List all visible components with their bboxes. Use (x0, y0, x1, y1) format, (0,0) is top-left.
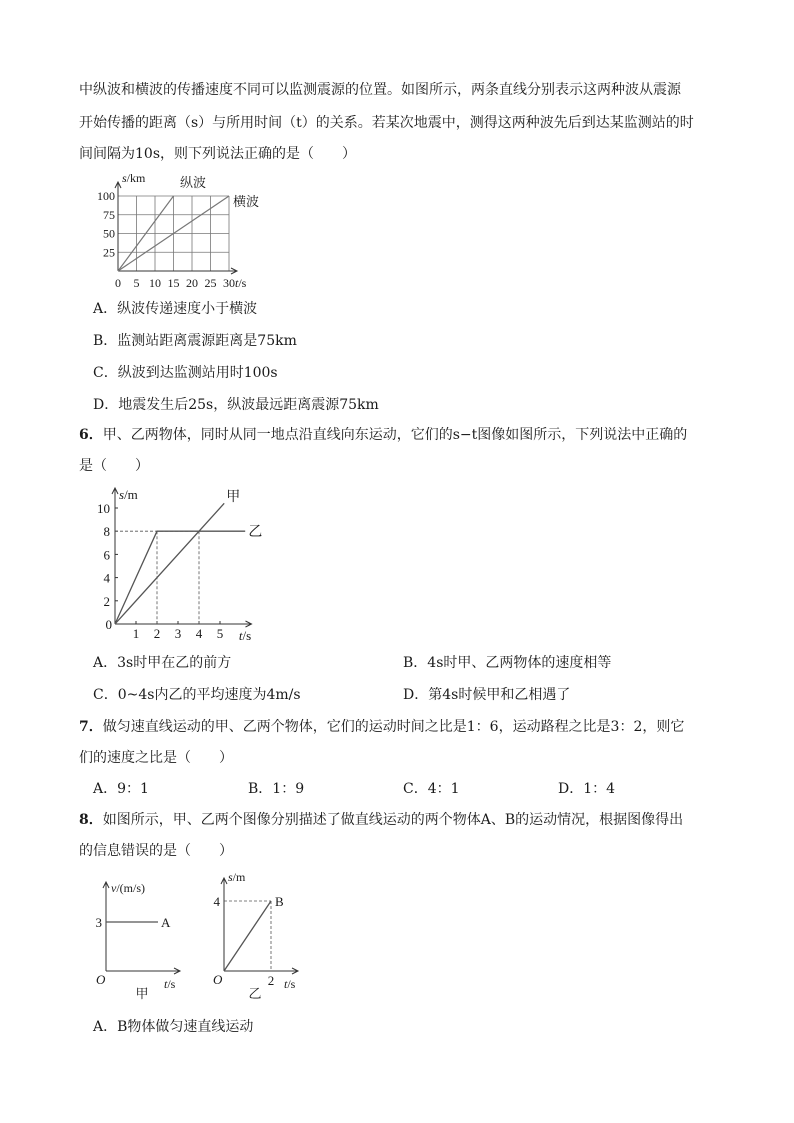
origin-label: O (96, 972, 106, 987)
series-label-longitudinal: 纵波 (180, 175, 207, 190)
seismic-wave-st-chart (90, 168, 290, 288)
q6-stem-text: 甲、乙两物体，同时从同一地点沿直线向东运动，它们的s−t图像如图所示，下列说法中正确的 (102, 427, 688, 443)
chart-caption-yi: 乙 (248, 986, 262, 1001)
q7-option-c[interactable]: C．4：1 (403, 781, 460, 797)
x-tick-label: 3 (174, 626, 182, 641)
x-tick-label: 20 (186, 276, 198, 290)
q7-option-a[interactable]: A．9：1 (93, 781, 149, 797)
series-label-jia: 甲 (226, 490, 241, 506)
object-b-st-chart (210, 870, 310, 1005)
q7-stem-line-1 (79, 717, 684, 737)
x-axis-label: t/s (284, 977, 296, 991)
q5-option-c[interactable]: C．纵波到达监测站用时100s (93, 365, 278, 381)
q6-stem-line-1 (79, 425, 687, 445)
x-tick-label: 2 (267, 973, 275, 988)
x-tick-label: 4 (195, 626, 203, 641)
origin-label: O (213, 972, 223, 987)
series-label-a: A (161, 915, 171, 930)
y-tick-label: 10 (97, 501, 110, 516)
jia-yi-st-chart (95, 482, 275, 642)
x-axis-label: t/s (235, 276, 247, 290)
origin-label: 0 (105, 617, 112, 632)
y-tick-label: 2 (103, 593, 110, 609)
q5-option-b[interactable]: B．监测站距离震源距离是75km (93, 333, 297, 349)
y-tick-label: 6 (103, 547, 110, 563)
x-tick-label: 5 (133, 276, 140, 290)
y-axis-label: s/m (228, 870, 246, 884)
q8-stem-text: 如图所示，甲、乙两个图像分别描述了做直线运动的两个物体A、B的运动情况，根据图像得出 (102, 812, 684, 828)
q7-number: 7． (79, 719, 103, 735)
y-tick-label: 3 (95, 915, 102, 930)
y-tick-label: 75 (103, 207, 115, 222)
q7-option-d[interactable]: D．1：4 (558, 781, 616, 797)
y-tick-label: 25 (103, 245, 115, 260)
q5-option-a[interactable]: A．纵波传递速度小于横波 (93, 301, 258, 317)
y-tick-label: 100 (97, 189, 115, 203)
y-tick-label: 4 (103, 570, 110, 586)
q8-option-a[interactable]: A．B物体做匀速直线运动 (93, 1019, 254, 1035)
y-tick-label: 8 (103, 524, 110, 540)
q6-stem-line-2: 是（ ） (79, 458, 149, 474)
q6-option-d[interactable]: D．第4s时候甲和乙相遇了 (403, 687, 571, 703)
q6-option-a[interactable]: A．3s时甲在乙的前方 (93, 655, 232, 671)
y-axis-label: s/m (119, 487, 138, 502)
x-tick-label: 25 (204, 276, 217, 290)
q5-stem-line-2: 开始传播的距离（s）与所用时间（t）的关系。若某次地震中，测得这两种波先后到达某监测站的时 (79, 115, 694, 131)
x-tick-label: 10 (149, 276, 161, 290)
q8-stem-line-2: 的信息错误的是（ ） (79, 843, 233, 859)
series-label-b: B (275, 894, 284, 909)
series-jia-line (115, 503, 224, 624)
series-label-yi: 乙 (248, 525, 263, 541)
q7-stem-line-2: 们的速度之比是（ ） (79, 750, 233, 766)
x-axis-label: t/s (164, 977, 176, 991)
q6-number: 6． (79, 427, 103, 443)
x-tick-label: 1 (132, 626, 140, 641)
x-tick-label: 0 (115, 276, 121, 290)
q8-stem-line-1 (79, 810, 683, 830)
q6-option-b[interactable]: B．4s时甲、乙两物体的速度相等 (403, 655, 612, 671)
chart-caption-jia: 甲 (135, 986, 149, 1001)
series-b-line (224, 901, 271, 971)
y-tick-label: 50 (103, 226, 115, 241)
q5-stem-line-3: 间间隔为10s，则下列说法正确的是（ ） (79, 146, 356, 162)
series-label-transverse: 横波 (233, 194, 260, 209)
y-axis-label: s/km (122, 171, 146, 185)
y-tick-label: 4 (213, 894, 220, 909)
q7-option-b[interactable]: B．1：9 (248, 781, 305, 797)
q7-stem-text: 做匀速直线运动的甲、乙两个物体，它们的运动时间之比是1：6，运动路程之比是3：2，则它 (102, 719, 685, 735)
q5-stem-line-1: 中纵波和横波的传播速度不同可以监测震源的位置。如图所示，两条直线分别表示这两种波从震源 (79, 82, 681, 98)
q6-option-c[interactable]: C．0~4s内乙的平均速度为4m/s (93, 687, 301, 703)
x-tick-label: 2 (153, 626, 161, 641)
object-a-vt-chart (92, 870, 202, 1005)
x-tick-label: 30 (223, 276, 235, 290)
x-tick-label: 15 (167, 276, 180, 290)
q8-number: 8． (79, 812, 103, 828)
y-axis-label: v/(m/s) (111, 881, 145, 895)
x-tick-label: 5 (216, 626, 224, 641)
series-yi-line (115, 531, 245, 624)
x-axis-label: t/s (238, 628, 252, 643)
q5-option-d[interactable]: D．地震发生后25s，纵波最远距离震源75km (93, 397, 379, 413)
